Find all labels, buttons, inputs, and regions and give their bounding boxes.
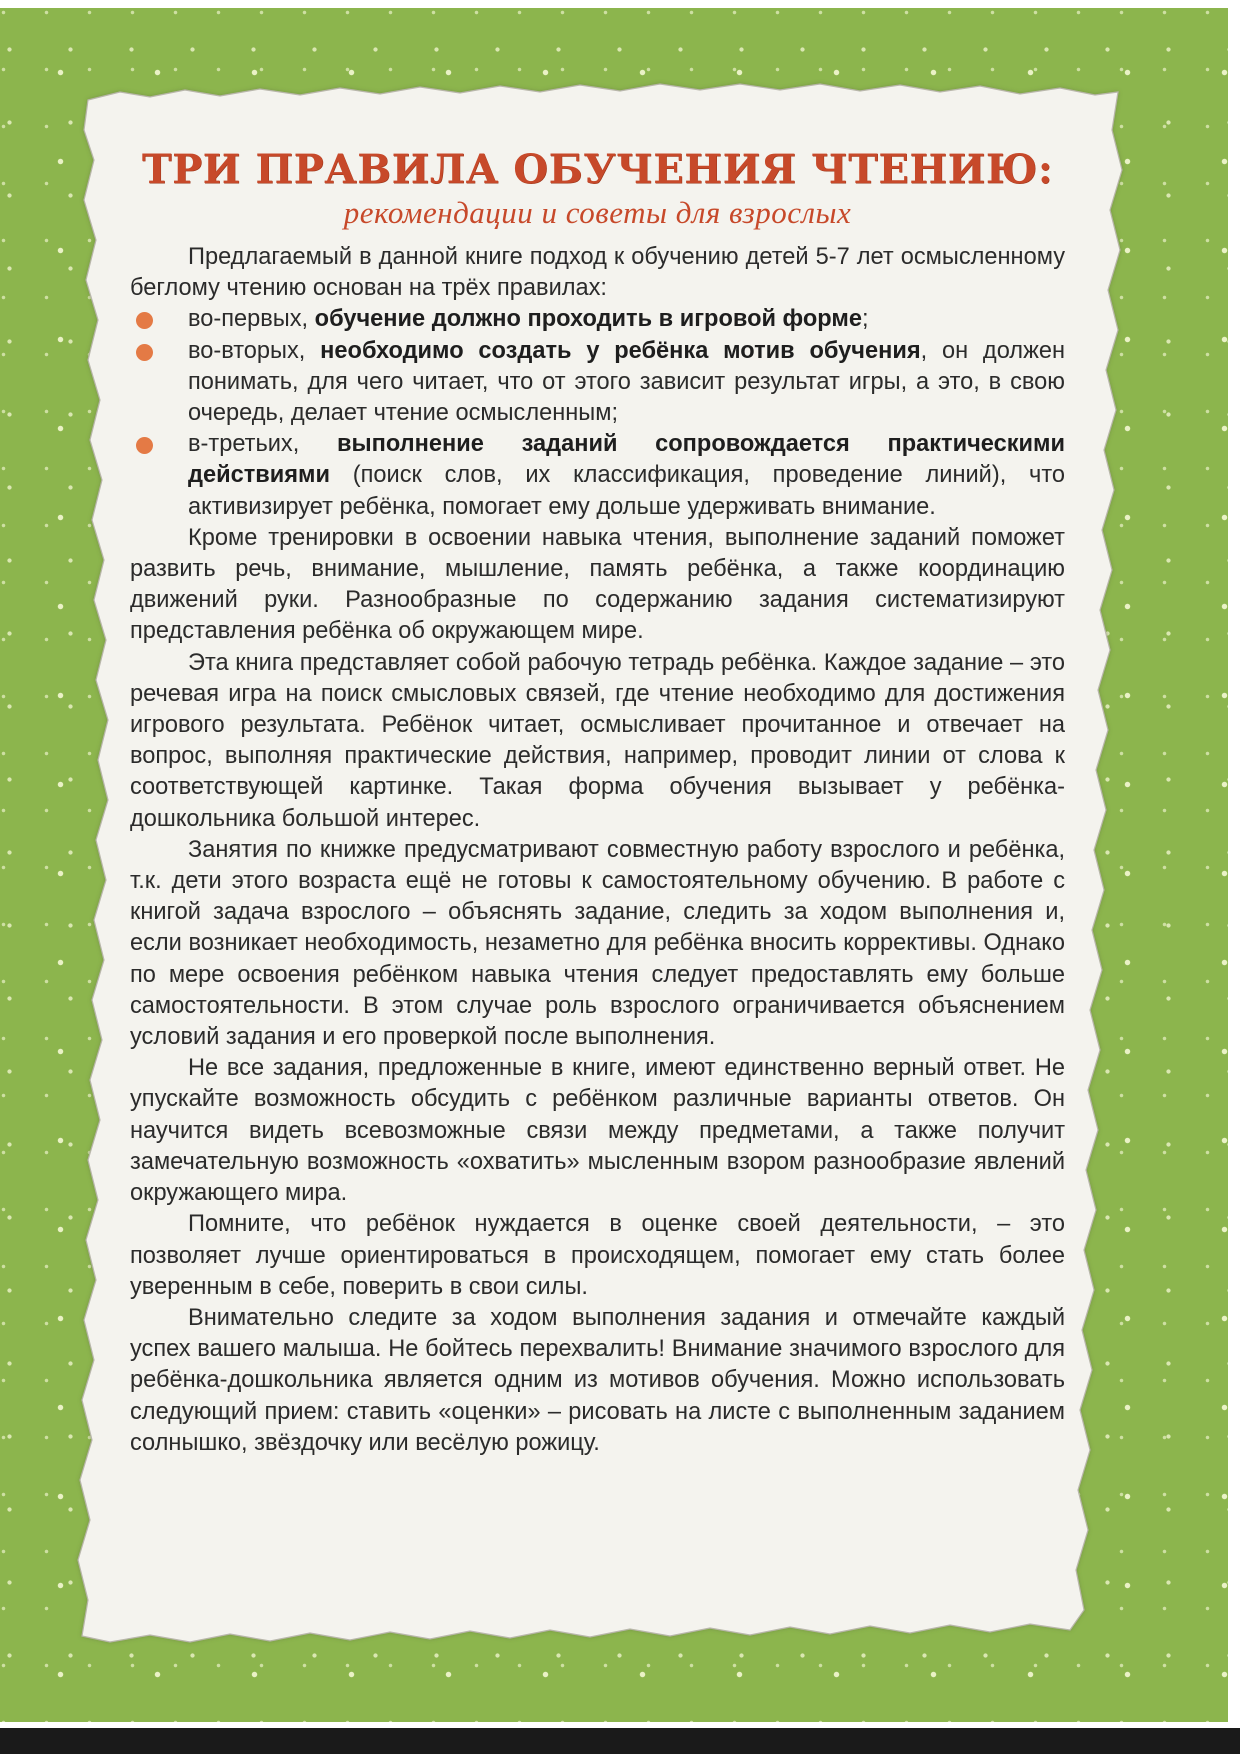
body-paragraph: Кроме тренировки в освоении навыка чтения, выполнение заданий поможет развить речь, внимание, мышление, память ребёнка, а также координацию движений руки. Разнообразные по содержанию задания систематизируют представления ребёнка об окружающем мире. [130, 524, 1065, 645]
page-subtitle: рекомендации и советы для взрослых [343, 195, 852, 230]
rule-rest: ; [861, 306, 869, 333]
page-title: ТРИ ПРАВИЛА ОБУЧЕНИЯ ЧТЕНИЮ: [141, 146, 1054, 193]
rule-item-2 [130, 336, 1065, 430]
rule-lead: в-третьих, [188, 431, 337, 458]
intro-paragraph: Предлагаемый в данной книге подход к обучению детей 5-7 лет осмысленному беглому чтению основан на трёх правилах: [130, 244, 1065, 302]
rule-bold: обучение должно проходить в игровой форме [314, 306, 862, 333]
bullet-dot-icon [136, 344, 153, 361]
text-content [130, 146, 1065, 1459]
rules-list [130, 304, 1065, 522]
rule-rest: , он должен понимать, для чего читает, что от этого зависит результат игры, а это, в свою очередь, делает чтение осмысленным; [188, 337, 1066, 427]
bullet-dot-icon [136, 312, 153, 329]
rule-item-3 [130, 429, 1065, 523]
rule-rest: (поиск слов, их классификация, проведение линий), что активизирует ребёнка, помогает ему дольше удерживать внимание. [188, 462, 1065, 520]
scan-edge-bar [0, 1728, 1240, 1754]
body-paragraph: Эта книга представляет собой рабочую тетрадь ребёнка. Каждое задание – это речевая игра на поиск смысловых связей, где чтение необходимо для достижения игрового результата. Ребёнок читает, осмысливает прочитанное и отвечает на вопрос, выполняя практические действия, например, проводит линии от слова к соответствующей картинке. Такая форма обучения вызывает у ребёнка-дошкольника большой интерес. [130, 649, 1065, 832]
rule-lead: во-вторых, [188, 337, 321, 364]
rule-bold: необходимо создать у ребёнка мотив обучения [320, 337, 921, 364]
rule-lead: во-первых, [188, 306, 315, 333]
rule-bold: выполнение заданий сопровождается практическими действиями [188, 431, 1066, 489]
rule-item-1 [130, 304, 1065, 335]
bullet-dot-icon [136, 437, 153, 454]
body-paragraph: Внимательно следите за ходом выполнения задания и отмечайте каждый успех вашего малыша. Не бойтесь перехвалить! Внимание значимого взрослого для ребёнка-дошкольника является одним из мотивов обучения. Можно использовать следующий прием: ставить «оценки» – рисовать на листе с выполненным заданием солнышко, звёздочку или весёлую рожицу. [130, 1304, 1065, 1456]
body-paragraph: Не все задания, предложенные в книге, имеют единственно верный ответ. Не упускайте возможность обсудить с ребёнком различные варианты ответов. Он научится видеть всевозможные связи между предметами, а также получит замечательную возможность «охватить» мысленным взором разнообразие явлений окружающего мира. [130, 1055, 1065, 1207]
body-paragraph: Помните, что ребёнок нуждается в оценке своей деятельности, – это позволяет лучше ориентироваться в происходящем, помогает ему стать более уверенным в себе, поверить в свои силы. [130, 1211, 1065, 1300]
body-paragraph: Занятия по книжке предусматривают совместную работу взрослого и ребёнка, т.к. дети этого возраста ещё не готовы к самостоятельному обучению. В работе с книгой задача взрослого – объяснять задание, следить за ходом выполнения и, если возникает необходимость, незаметно для ребёнка вносить коррективы. Однако по мере освоения ребёнком навыка чтения следует предоставлять ему больше самостоятельности. В этом случае роль взрослого ограничивается объяснением условий задания и его проверкой после выполнения. [130, 836, 1065, 1051]
